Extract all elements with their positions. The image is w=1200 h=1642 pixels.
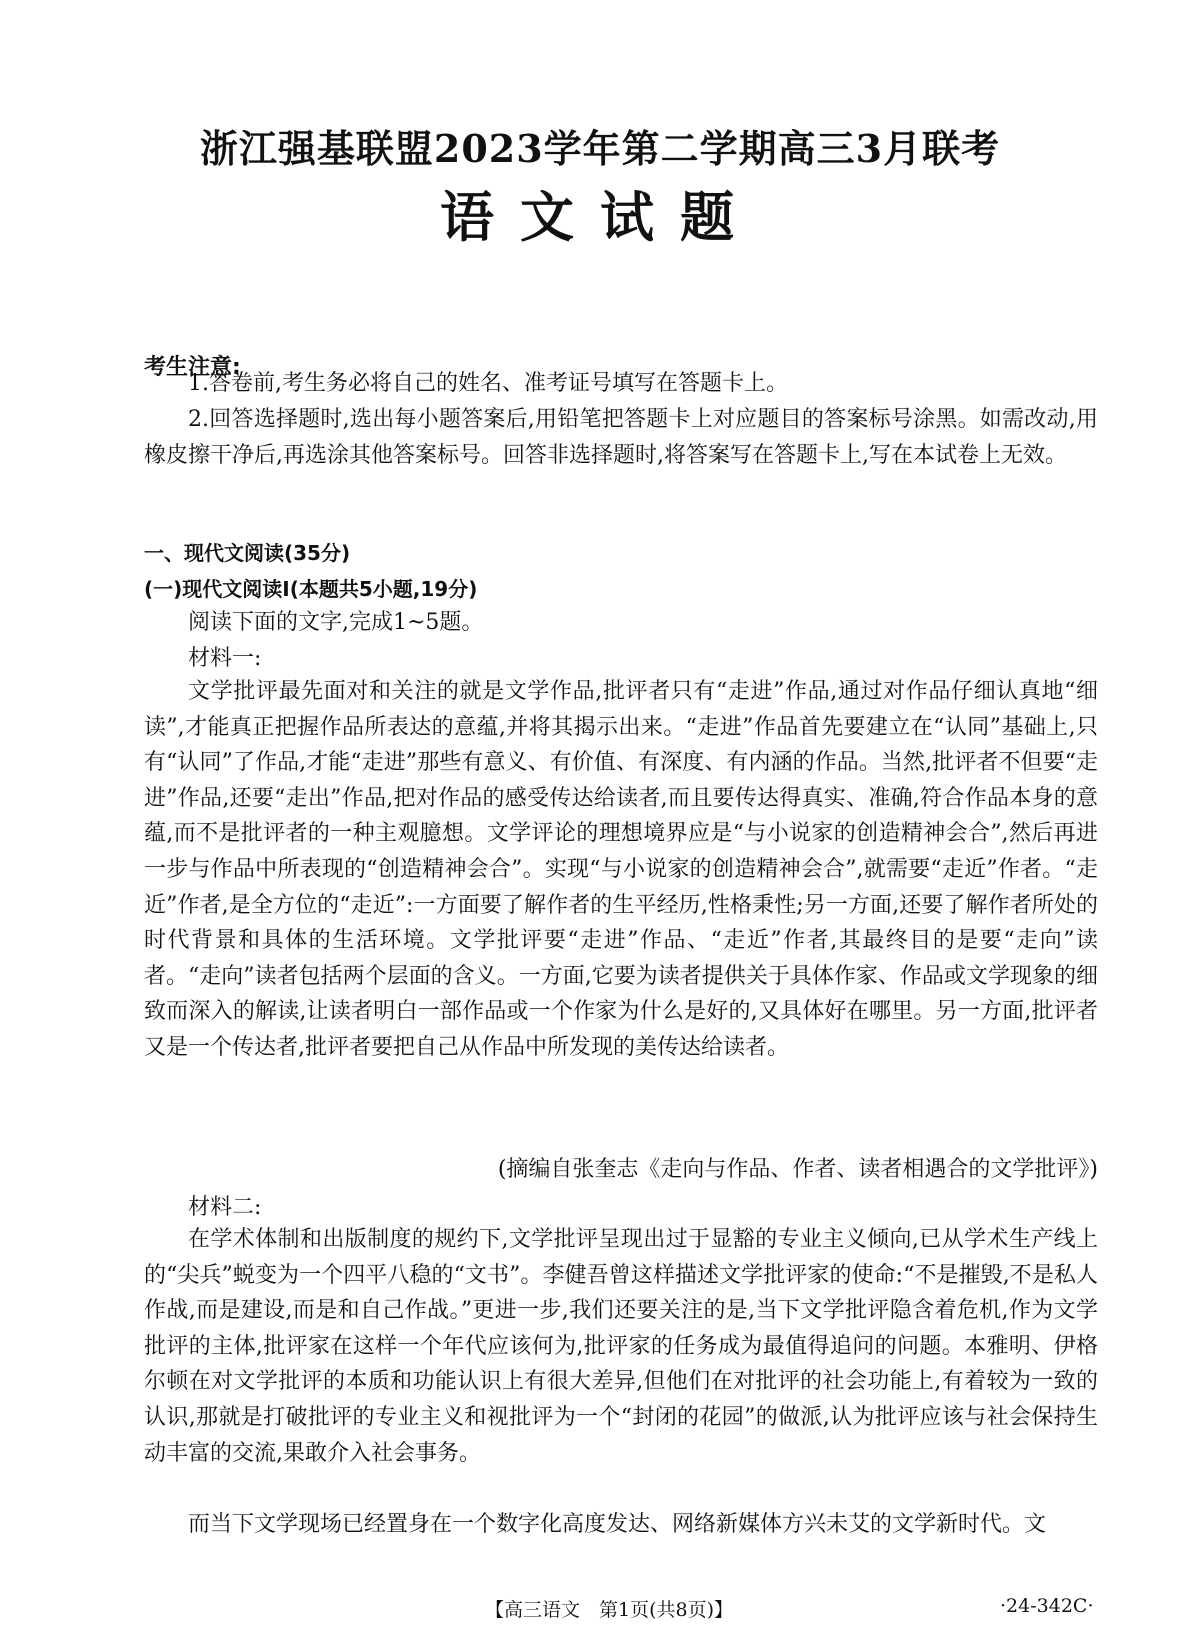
subject-title: 语文试题 [440, 185, 760, 249]
subsection-heading: (一)现代文阅读Ⅰ(本题共5小题,19分) [144, 577, 478, 601]
exam-title: 浙江强基联盟2023学年第二学期高三3月联考 [199, 126, 1001, 171]
material2-text: 在学术体制和出版制度的规约下,文学批评呈现出过于显豁的专业主义倾向,已从学术生产线上的“尖兵”蜕变为一个四平八稳的“文书”。李健吾曾这样描述文学批评家的使命:“不是摧毁,不是私人作战,而是建设,而是和自己作战。”更进一步,我们还要关注的是,当下文学批评隐含着危机,作为文学批评的主体,批评家在这样一个年代应该何为,批评家的任务成为最值得追问的问题。本雅明、伊格尔顿在对文学批评的本质和功能认识上有很大差异,但他们在对批评的社会功能上,有着较为一致的认识,那就是打破批评的专业主义和视批评为一个“封闭的花园”的做派,认为批评应该与社会保持生动丰富的交流,果敢介入社会事务。 [144, 1227, 1098, 1466]
material2-text-continued: 而当下文学现场已经置身在一个数字化高度发达、网络新媒体方兴未艾的文学新时代。文 [188, 1512, 1047, 1537]
footer-page-label: 【高三语文 第1页(共8页)】 [485, 1599, 734, 1621]
section-heading: 一、现代文阅读(35分) [144, 541, 351, 565]
reading-instruction: 阅读下面的文字,完成1~5题。 [188, 610, 484, 635]
material1-text: 文学批评最先面对和关注的就是文学作品,批评者只有“走进”作品,通过对作品仔细认真地“细读”,才能真正把握作品所表达的意蕴,并将其揭示出来。“走进”作品首先要建立在“认同”基础上,只有“认同”了作品,才能“走进”那些有意义、有价值、有深度、有内涵的作品。当然,批评者不但要“走进”作品,还要“走出”作品,把对作品的感受传达给读者,而且要传达得真实、准确,符合作品本身的意蕴,而不是批评者的一种主观臆想。文学评论的理想境界应是“与小说家的创造精神会合”,然后再进一步与作品中所表现的“创造精神会合”。实现“与小说家的创造精神会合”,就需要“走近”作者。“走近”作者,是全方位的“走近”:一方面要了解作者的生平经历,性格秉性;另一方面,还要了解作者所处的时代背景和具体的生活环境。文学批评要“走进”作品、“走近”作者,其最终目的是要“走向”读者。“走向”读者包括两个层面的含义。一方面,它要为读者提供关于具体作家、作品或文学现象的细致而深入的解读,让读者明白一部作品或一个作家为什么是好的,又具体好在哪里。另一方面,批评者又是一个传达者,批评者要把自己从作品中所发现的美传达给读者。 [144, 679, 1098, 1060]
material2-label: 材料二: [188, 1195, 262, 1220]
notice-item-1: 1.答卷前,考生务必将自己的姓名、准考证号填写在答题卡上。 [188, 371, 788, 396]
notice-heading: 考生注意: [144, 355, 241, 380]
footer-code: ·24-342C· [1000, 1595, 1094, 1617]
material1-label: 材料一: [188, 646, 262, 671]
material1-source: (摘编自张奎志《走向与作品、作者、读者相遇合的文学批评》) [497, 1157, 1098, 1182]
notice-item-2: 2.回答选择题时,选出每小题答案后,用铅笔把答题卡上对应题目的答案标号涂黑。如需改动,用橡皮擦干净后,再选涂其他答案标号。回答非选择题时,将答案写在答题卡上,写在本试卷上无效。 [144, 407, 1098, 468]
